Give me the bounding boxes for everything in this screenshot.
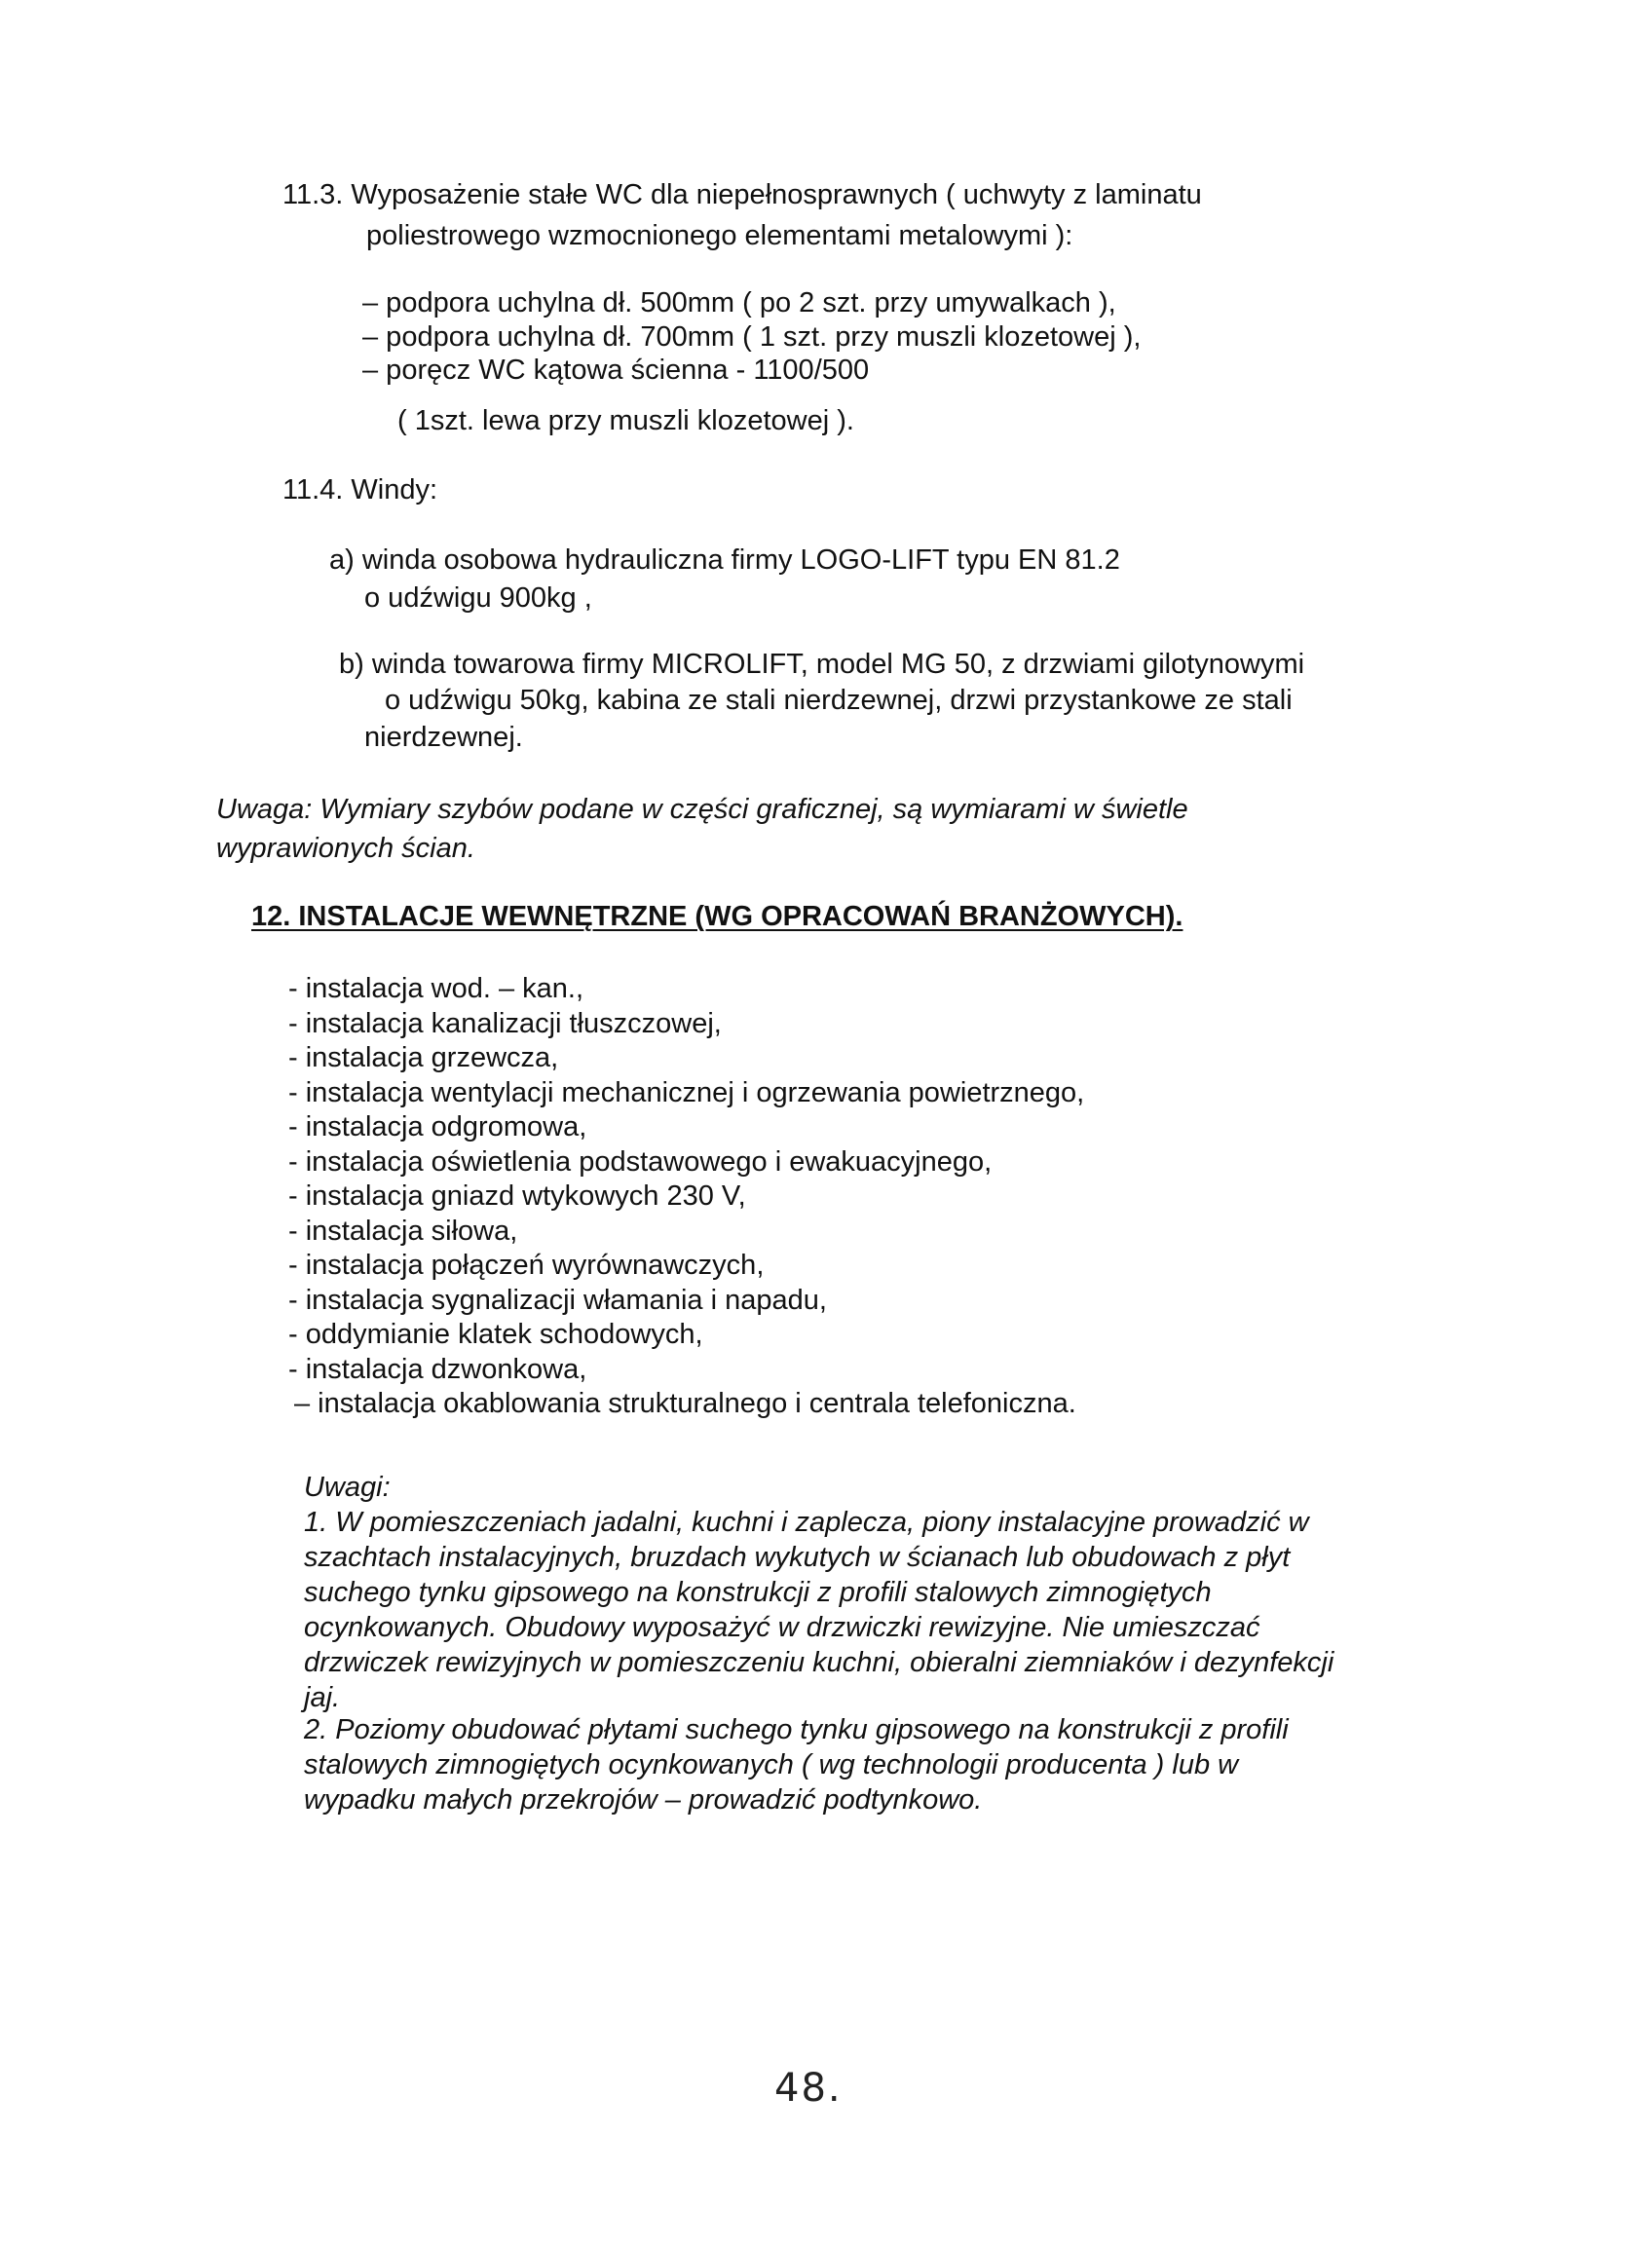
- note-line1: Uwaga: Wymiary szybów podane w części graficznej, są wymiarami w świetle: [216, 794, 1188, 825]
- list-item: - oddymianie klatek schodowych,: [288, 1319, 703, 1350]
- list-item: - instalacja oświetlenia podstawowego i ewakuacyjnego,: [288, 1145, 993, 1178]
- list-item: - instalacja gniazd wtykowych 230 V,: [288, 1180, 746, 1212]
- notes-line: 1. W pomieszczeniach jadalni, kuchni i zaplecza, piony instalacyjne prowadzić w: [304, 1507, 1309, 1538]
- list-item: - instalacja odgromowa,: [288, 1111, 587, 1142]
- notes-line: stalowych zimnogiętych ocynkowanych ( wg technologii producenta ) lub w: [304, 1749, 1239, 1780]
- section-11-4-title: 11.4. Windy:: [282, 474, 438, 506]
- list-item: – poręcz WC kątowa ścienna - 1100/500: [362, 355, 870, 386]
- notes-line: jaj.: [304, 1682, 341, 1713]
- list-item: - instalacja kanalizacji tłuszczowej,: [288, 1007, 722, 1039]
- list-item: – podpora uchylna dł. 700mm ( 1 szt. przy muszli klozetowej ),: [362, 321, 1142, 353]
- section-11-3-list: [362, 286, 1141, 387]
- section-12-heading: 12. INSTALACJE WEWNĘTRZNE (WG OPRACOWAŃ BRANŻOWYCH).: [251, 901, 1183, 932]
- notes-section: [304, 1471, 1333, 1818]
- notes-line: wypadku małych przekrojów – prowadzić podtynkowo.: [304, 1784, 983, 1816]
- list-item: - instalacja połączeń wyrównawczych,: [288, 1250, 765, 1281]
- notes-line: ocynkowanych. Obudowy wyposażyć w drzwiczki rewizyjne. Nie umieszczać: [304, 1612, 1260, 1643]
- notes-line: 2. Poziomy obudować płytami suchego tynku gipsowego na konstrukcji z profili: [304, 1714, 1289, 1745]
- notes-line: drzwiczek rewizyjnych w pomieszczeniu kuchni, obieralni ziemniaków i dezynfekcji: [304, 1647, 1334, 1678]
- section-11-3-item3-cont: ( 1szt. lewa przy muszli klozetowej ).: [397, 405, 854, 436]
- list-item: - instalacja wod. – kan.,: [288, 973, 584, 1004]
- lift-b-line1: b) winda towarowa firmy MICROLIFT, model MG 50, z drzwiami gilotynowymi: [339, 649, 1305, 680]
- lift-b-line2: o udźwigu 50kg, kabina ze stali nierdzewnej, drzwi przystankowe ze stali: [385, 685, 1293, 716]
- notes-title: Uwagi:: [304, 1472, 391, 1503]
- list-item: - instalacja siłowa,: [288, 1215, 518, 1247]
- list-item: - instalacja grzewcza,: [288, 1042, 559, 1073]
- list-item: - instalacja wentylacji mechanicznej i ogrzewania powietrznego,: [288, 1076, 1085, 1108]
- notes-line: szachtach instalacyjnych, bruzdach wykutych w ścianach lub obudowach z płyt: [304, 1542, 1291, 1573]
- section-12-list: [288, 972, 1084, 1422]
- page-number: 48.: [774, 2066, 843, 2111]
- list-item: – instalacja okablowania strukturalnego i centrala telefoniczna.: [294, 1388, 1076, 1419]
- lift-a-line2: o udźwigu 900kg ,: [364, 582, 592, 614]
- list-item: – podpora uchylna dł. 500mm ( po 2 szt. przy umywalkach ),: [362, 287, 1116, 318]
- note-line2: wyprawionych ścian.: [216, 833, 475, 864]
- notes-line: suchego tynku gipsowego na konstrukcji z profili stalowych zimnogiętych: [304, 1577, 1212, 1608]
- list-item: - instalacja dzwonkowa,: [288, 1353, 587, 1385]
- lift-a-line1: a) winda osobowa hydrauliczna firmy LOGO-LIFT typu EN 81.2: [329, 544, 1120, 576]
- section-11-3-line1: 11.3. Wyposażenie stałe WC dla niepełnosprawnych ( uchwyty z laminatu: [282, 179, 1202, 210]
- section-11-3-line2: poliestrowego wzmocnionego elementami metalowymi ):: [366, 220, 1073, 251]
- list-item: - instalacja sygnalizacji włamania i napadu,: [288, 1284, 827, 1316]
- lift-b-line3: nierdzewnej.: [364, 722, 523, 753]
